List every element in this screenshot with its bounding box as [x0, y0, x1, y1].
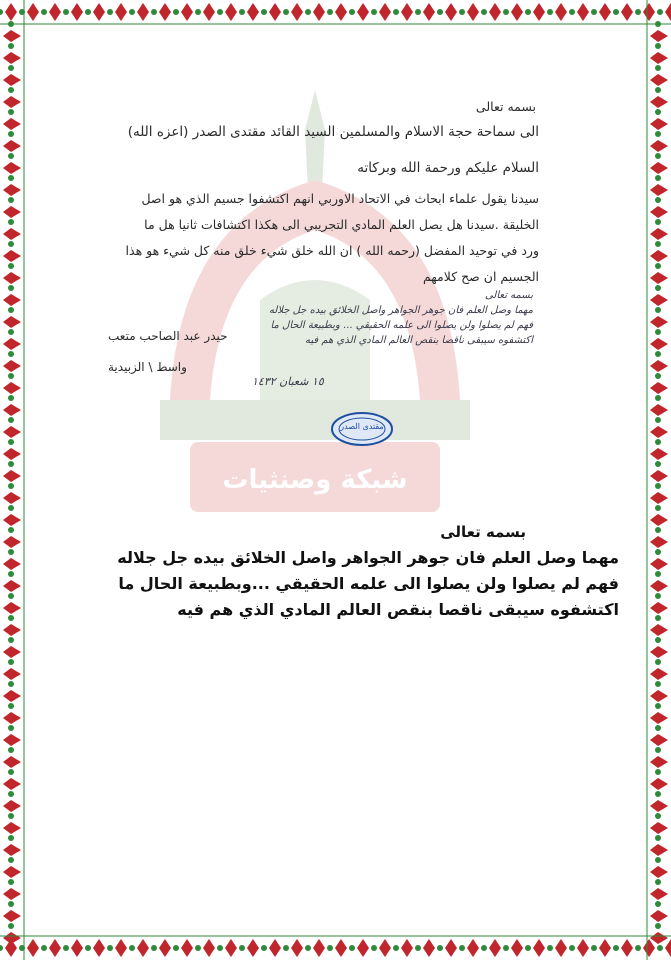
border-motif: [650, 879, 668, 900]
border-motif: [650, 681, 668, 702]
border-motif: [415, 3, 435, 21]
border-motif: [107, 939, 127, 957]
border-motif: [3, 483, 21, 504]
border-motif: [3, 65, 21, 86]
border-motif: [239, 3, 259, 21]
border-motif: [3, 285, 21, 306]
handwritten-line: فهم لم يصلوا ولن يصلوا الى علمه الحقيقي ... وبطبيعة الحال ما: [270, 320, 533, 331]
question-greeting: السلام عليكم ورحمة الله وبركاته: [357, 160, 539, 176]
border-motif: [650, 263, 668, 284]
border-motif: [650, 769, 668, 790]
border-motif: [650, 241, 668, 262]
border-motif: [3, 505, 21, 526]
border-motif: [349, 939, 369, 957]
handwritten-line: مهما وصل العلم فان جوهر الجواهر واصل الخلائق بيده جل جلاله: [268, 305, 533, 316]
border-motif: [650, 593, 668, 614]
border-motif: [3, 417, 21, 438]
typed-answer: [59, 545, 619, 623]
handwritten-line: اكتشفوه سيبقى ناقصا بنقص العالم المادي الذي هم فيه: [305, 335, 533, 346]
border-motif: [3, 351, 21, 372]
border-motif: [349, 3, 369, 21]
border-motif: [481, 3, 501, 21]
border-motif: [635, 939, 655, 957]
border-motif: [393, 939, 413, 957]
border-motif: [3, 527, 21, 548]
border-motif: [173, 939, 193, 957]
border-motif: [3, 549, 21, 570]
border-motif: [650, 197, 668, 218]
border-motif: [650, 901, 668, 922]
border-motif: [547, 939, 567, 957]
border-motif: [3, 395, 21, 416]
border-motif: [3, 857, 21, 878]
border-motif: [503, 939, 523, 957]
border-motif: [173, 3, 193, 21]
border-motif: [41, 939, 61, 957]
border-motif: [283, 3, 303, 21]
border-motif: [650, 703, 668, 724]
border-motif: [650, 285, 668, 306]
border-motif: [437, 3, 457, 21]
border-motif: [3, 131, 21, 152]
border-motif: [3, 153, 21, 174]
border-motif: [107, 3, 127, 21]
border-motif: [3, 879, 21, 900]
border-motif: [3, 813, 21, 834]
border-motif: [3, 43, 21, 64]
border-motif: [3, 681, 21, 702]
border-motif: [283, 939, 303, 957]
border-motif: [3, 747, 21, 768]
border-motif: [129, 939, 149, 957]
border-motif: [3, 637, 21, 658]
border-motif: [217, 3, 237, 21]
border-motif: [3, 329, 21, 350]
border-motif: [650, 307, 668, 328]
border-motif: [63, 939, 83, 957]
border-motif: [613, 939, 633, 957]
border-motif: [85, 939, 105, 957]
question-basmala: بسمه تعالى: [475, 99, 536, 114]
border-motif: [41, 3, 61, 21]
border-motif: [650, 461, 668, 482]
border-motif: [481, 939, 501, 957]
border-motif: [650, 219, 668, 240]
watermark-caption: شبكة وصنثيات: [222, 465, 408, 495]
border-motif: [305, 939, 325, 957]
border-motif: [650, 505, 668, 526]
border-motif: [650, 65, 668, 86]
border-motif: [525, 3, 545, 21]
border-motif: [547, 3, 567, 21]
border-motif: [239, 939, 259, 957]
border-motif: [19, 3, 39, 21]
border-motif: [151, 3, 171, 21]
handwritten-line: بسمه تعالى: [484, 290, 533, 301]
border-motif: [591, 3, 611, 21]
border-motif: [3, 461, 21, 482]
border-motif: [3, 703, 21, 724]
border-motif: [650, 483, 668, 504]
border-motif: [650, 835, 668, 856]
border-motif: [650, 527, 668, 548]
border-motif: [650, 923, 668, 944]
border-motif: [650, 747, 668, 768]
border-motif: [0, 3, 17, 21]
border-motif: [261, 3, 281, 21]
question-body-line: الخليقة .سيدنا هل يصل العلم المادي التجريبي الى هكذا اكتشافات ثانيا هل ما: [144, 217, 539, 232]
border-motif: [3, 219, 21, 240]
official-seal: [330, 411, 394, 447]
border-motif: [650, 109, 668, 130]
border-motif: [3, 791, 21, 812]
border-motif: [3, 87, 21, 108]
border-motif: [650, 659, 668, 680]
border-motif: [650, 549, 668, 570]
border-motif: [503, 3, 523, 21]
border-motif: [3, 175, 21, 196]
border-motif: [459, 939, 479, 957]
sender-place: واسط \ الزبيدية: [108, 360, 187, 374]
border-motif: [3, 109, 21, 130]
border-motif: [459, 3, 479, 21]
question-body-line: الجسيم ان صح كلامهم: [422, 269, 539, 284]
border-motif: [327, 939, 347, 957]
border-motif: [650, 857, 668, 878]
border-motif: [305, 3, 325, 21]
border-motif: [650, 351, 668, 372]
border-motif: [3, 659, 21, 680]
border-motif: [650, 175, 668, 196]
border-motif: [3, 241, 21, 262]
border-motif: [650, 395, 668, 416]
answer-line: مهما وصل العلم فان جوهر الجواهر واصل الخلائق بيده جل جلاله: [117, 548, 619, 567]
border-motif: [63, 3, 83, 21]
sender-name: حيدر عبد الصاحب متعب: [108, 329, 228, 343]
border-motif: [3, 373, 21, 394]
border-motif: [3, 197, 21, 218]
border-motif: [3, 439, 21, 460]
border-motif: [650, 131, 668, 152]
border-motif: [3, 571, 21, 592]
border-motif: [3, 307, 21, 328]
border-motif: [569, 939, 589, 957]
border-motif: [261, 939, 281, 957]
border-motif: [3, 263, 21, 284]
border-motif: [650, 43, 668, 64]
answer-line: فهم لم يصلوا ولن يصلوا الى علمه الحقيقي ...وبطبيعة الحال ما: [118, 574, 619, 593]
border-motif: [327, 3, 347, 21]
border-motif: [525, 939, 545, 957]
seal-text: مقتدى الصدر: [340, 422, 384, 431]
border-motif: [151, 939, 171, 957]
question-body-line: ورد في توحيد المفضل (رحمه الله ) ان الله خلق شيء خلق منه كل شيء هو هذا: [125, 243, 539, 258]
border-motif: [650, 725, 668, 746]
handwritten-reply: [233, 288, 533, 348]
answer-line: اكتشفوه سيبقى ناقصا بنقص العالم المادي الذي هم فيه: [177, 600, 619, 619]
border-motif: [129, 3, 149, 21]
answer-basmala: بسمه تعالى: [440, 523, 526, 541]
question-addressee: الى سماحة حجة الاسلام والمسلمين السيد القائد مقتدى الصدر (اعزه الله): [127, 124, 539, 140]
border-motif: [19, 939, 39, 957]
border-motif: [650, 615, 668, 636]
border-motif: [3, 615, 21, 636]
handwritten-date: ١٥ شعبان ١٤٣٢: [252, 375, 324, 388]
border-motif: [437, 939, 457, 957]
border-motif: [650, 637, 668, 658]
border-motif: [3, 835, 21, 856]
border-motif: [415, 939, 435, 957]
border-motif: [650, 571, 668, 592]
border-motif: [371, 939, 391, 957]
border-motif: [3, 901, 21, 922]
border-motif: [650, 373, 668, 394]
border-motif: [3, 923, 21, 944]
border-motif: [195, 939, 215, 957]
border-motif: [591, 939, 611, 957]
border-motif: [217, 939, 237, 957]
question-body-line: سيدنا يقول علماء ابحاث في الاتحاد الاوربي انهم اكتشفوا جسيم الذي هو اصل: [141, 191, 539, 206]
border-motif: [650, 813, 668, 834]
question-body: [79, 186, 539, 290]
border-motif: [650, 439, 668, 460]
border-motif: [650, 87, 668, 108]
border-motif: [635, 3, 655, 21]
border-motif: [650, 791, 668, 812]
border-motif: [393, 3, 413, 21]
border-motif: [3, 593, 21, 614]
border-motif: [650, 329, 668, 350]
border-motif: [3, 725, 21, 746]
border-motif: [650, 417, 668, 438]
border-motif: [195, 3, 215, 21]
border-motif: [657, 3, 671, 21]
border-motif: [613, 3, 633, 21]
border-motif: [650, 153, 668, 174]
border-motif: [371, 3, 391, 21]
border-motif: [569, 3, 589, 21]
border-motif: [3, 769, 21, 790]
border-motif: [85, 3, 105, 21]
